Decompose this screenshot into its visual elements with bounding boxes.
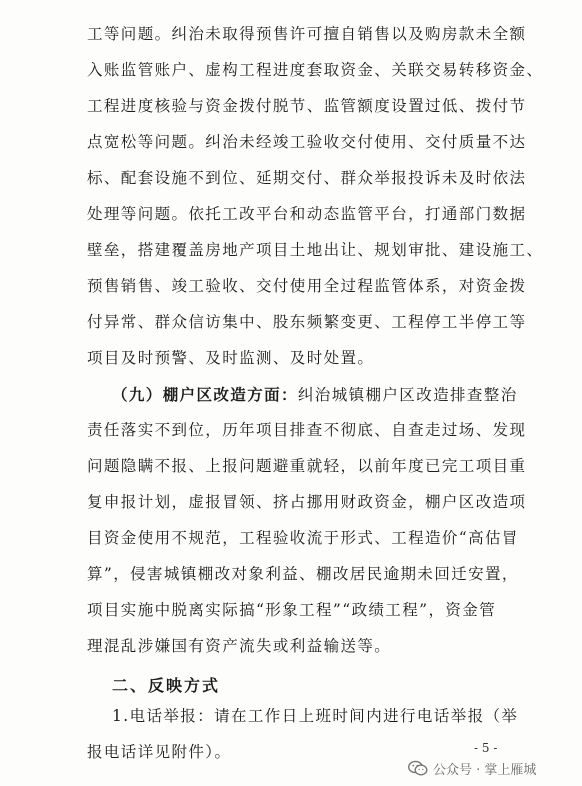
wechat-icon xyxy=(408,760,428,777)
body-line: 项目及时预警、及时监测、及时处置。 xyxy=(87,349,375,367)
section-heading: 二、反映方式 xyxy=(112,676,221,695)
body-line: 工程进度核验与资金拨付脱节、监管额度设置过低、拨付节 xyxy=(87,97,527,115)
body-line: 目资金使用不规范，工程验收流于形式、工程造价“高估冒 xyxy=(87,529,519,547)
body-line: 工等问题。纠治未取得预售许可擅自销售以及购房款未全额 xyxy=(87,25,527,43)
body-line: 算”，侵害城镇棚改对象利益、棚改居民逾期未回迁安置， xyxy=(87,565,519,583)
body-line: 责任落实不到位，历年项目排查不彻底、自查走过场、发现 xyxy=(87,421,527,439)
item-one-line: 1.电话举报：请在工作日上班时间内进行电话举报（举 xyxy=(112,707,519,725)
body-line: 预售销售、竣工验收、交付使用全过程监管体系，对资金拨 xyxy=(87,277,527,295)
watermark-text: 公众号 · 掌上雁城 xyxy=(433,762,537,778)
body-line: 理混乱涉嫌国有资产流失或利益输送等。 xyxy=(87,637,392,655)
page-number: - 5 - xyxy=(474,741,498,755)
body-line: 壁垒，搭建覆盖房地产项目土地出让、规划审批、建设施工、 xyxy=(87,241,544,259)
section-nine-title: （九）棚户区改造方面： xyxy=(112,385,298,404)
item-one-line: 报电话详见附件）。 xyxy=(87,743,232,761)
body-line: 处理等问题。依托工改平台和动态监管平台，打通部门数据 xyxy=(87,205,527,223)
body-line: 点宽松等问题。纠治未经竣工验收交付使用、交付质量不达 xyxy=(87,133,527,151)
body-line: 问题隐瞒不报、上报问题避重就轻，以前年度已完工项目重 xyxy=(87,457,527,475)
body-line: 付异常、群众信访集中、股东频繁变更、工程停工半停工等 xyxy=(87,313,527,331)
section-nine-paragraph-start xyxy=(112,387,518,404)
body-line: 复申报计划，虚报冒领、挤占挪用财政资金，棚户区改造项 xyxy=(87,493,527,511)
section-nine-first-text: 纠治城镇棚户区改造排查整治 xyxy=(297,386,518,404)
watermark xyxy=(408,757,536,779)
body-line: 入账监管账户、虚构工程进度套取资金、关联交易转移资金、 xyxy=(87,61,544,79)
body-line: 标、配套设施不到位、延期交付、群众举报投诉未及时依法 xyxy=(87,169,527,187)
body-line: 项目实施中脱离实际搞“形象工程”“政绩工程”，资金管 xyxy=(87,601,497,619)
